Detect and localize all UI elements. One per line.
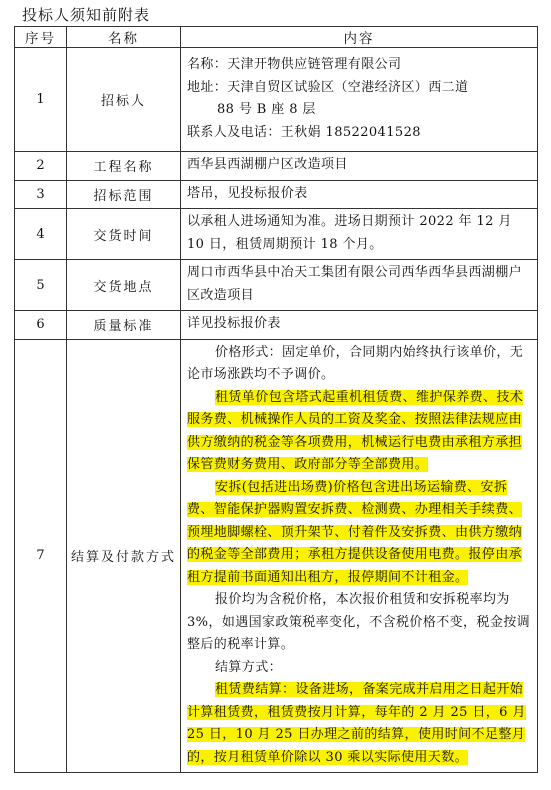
- row-name: 交货时间: [67, 209, 181, 260]
- header-content: 内容: [181, 27, 538, 48]
- table-row: [15, 180, 538, 209]
- install-price-paragraph: [187, 477, 531, 590]
- rental-settlement-paragraph: [187, 679, 531, 769]
- row-name: 结算及付款方式: [67, 339, 181, 773]
- table-row: [15, 339, 538, 773]
- row-content: 详见投标报价表: [181, 311, 538, 340]
- row-name: 交货地点: [67, 260, 181, 311]
- table-row: [15, 260, 538, 311]
- tax-paragraph: 报价均为含税价格，本次报价租赁和安拆税率均为 3%，如遇国家政策税率变化，不含税价格不变，税金按调整后的税率计算。: [187, 592, 531, 652]
- settlement-heading: 结算方式：: [215, 659, 283, 675]
- row-name: 质量标准: [67, 311, 181, 340]
- highlighted-text: 租赁单价包含塔式起重机租赁费、维护保养费、技术服务费、机械操作人员的工资及奖金、按照法律法规应由供方缴纳的税金等各项费用，机械运行电费由承租方承担保管费财务费用、政府部分等全部费用。: [187, 389, 524, 472]
- table-row: [15, 209, 538, 260]
- tenderer-name: 名称：天津开物供应链管理有限公司: [187, 57, 402, 72]
- row-name: 工程名称: [67, 152, 181, 181]
- header-no: 序号: [15, 27, 67, 48]
- rental-price-paragraph: [187, 387, 531, 477]
- table-row: [15, 48, 538, 152]
- highlighted-text: 安拆(包括进出场费)价格包含进出场运输费、安拆费、智能保护器购置安拆费、检测费、办理相关手续费、预埋地脚螺栓、顶升架节、付着件及安拆费、由供方缴纳的税金等全部费用；承租方提供设备使用电费。报停由承租方提前书面通知出租方，报停期间不计租金。: [187, 479, 523, 585]
- price-form-paragraph: 价格形式：固定单价，合同期内始终执行该单价，无论市场涨跌均不予调价。: [187, 344, 524, 382]
- header-name: 名称: [67, 27, 181, 48]
- bid-info-table: [14, 26, 538, 773]
- row-number: 2: [15, 152, 67, 181]
- row-content: [181, 339, 538, 773]
- table-header-row: [15, 27, 538, 48]
- table-row: [15, 152, 538, 181]
- row-number: 4: [15, 209, 67, 260]
- row-number: 7: [15, 339, 67, 773]
- row-name: 招标范围: [67, 180, 181, 209]
- row-name: 招标人: [67, 48, 181, 152]
- tenderer-contact: 联系人及电话：王秋娟 18522041528: [187, 124, 421, 140]
- row-number: 6: [15, 311, 67, 340]
- row-content: 西华县西湖棚户区改造项目: [181, 152, 538, 181]
- row-content: 塔吊，见投标报价表: [181, 180, 538, 209]
- row-content: [181, 48, 538, 152]
- row-content: 以承租人进场通知为准。进场日期预计 2022 年 12 月 10 日，租赁周期预计 18 个月。: [181, 209, 538, 260]
- tenderer-address-cont: 88 号 B 座 8 层: [217, 102, 316, 117]
- tenderer-address: 地址：天津自贸区试验区（空港经济区）西二道: [187, 79, 469, 95]
- row-content: 周口市西华县中冶天工集团有限公司西华西华县西湖棚户区改造项目: [181, 260, 538, 311]
- document-title: 投标人须知前附表: [22, 6, 151, 24]
- table-row: [15, 311, 538, 340]
- row-number: 5: [15, 260, 67, 311]
- row-number: 1: [15, 48, 67, 152]
- row-number: 3: [15, 180, 67, 209]
- highlighted-text: 租赁费结算：设备进场，备案完成并启用之日起开始计算租赁费，租赁费按月计算，每年的 2 月 25 日，6 月 25 日，10 月 25 日办理之前的结算，使用时间不足整月的，按月租赁单价除以 30 乘以实际使用天数。: [187, 682, 526, 765]
